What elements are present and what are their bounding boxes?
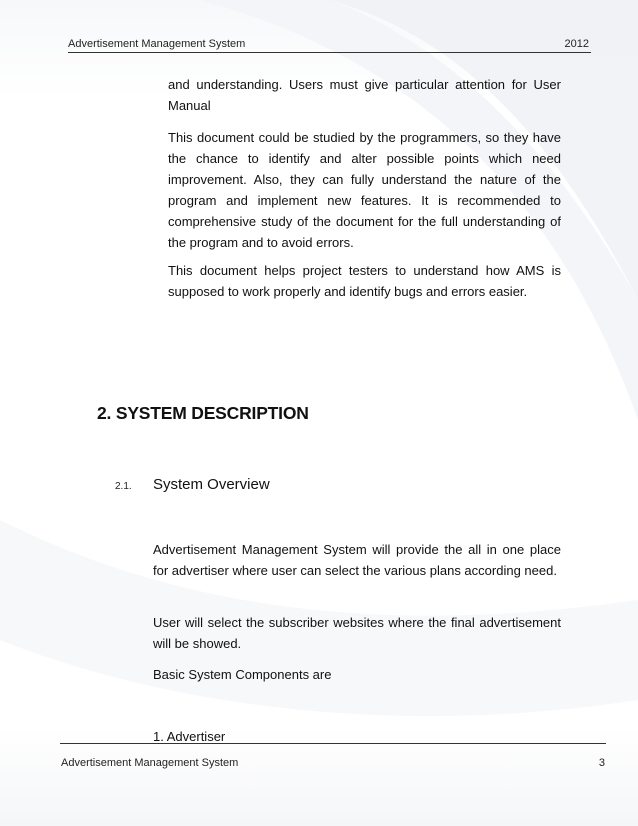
intro-paragraph: This document could be studied by the programmers, so they have the chance to identify and alter possible points which need improvement. Also, they can fully understand the nature of the program and implement new features. It is recommended to comprehensive study of the document for the full understanding of the program and to avoid errors.	[168, 130, 561, 250]
body-paragraph: Advertisement Management System will provide the all in one place for advertiser where user can select the various plans according need.	[153, 542, 561, 578]
intro-paragraph: and understanding. Users must give particular attention for User Manual	[168, 77, 561, 113]
header-title: Advertisement Management System	[68, 38, 246, 50]
intro-paragraph: This document helps project testers to understand how AMS is supposed to work properly and identify bugs and errors easier.	[168, 263, 561, 299]
section-heading: 2. SYSTEM DESCRIPTION	[97, 403, 309, 423]
body-paragraph: User will select the subscriber websites where the final advertisement will be showed.	[153, 615, 561, 651]
list-item: 1. Advertiser	[153, 729, 226, 744]
page-header	[68, 36, 591, 53]
header-year: 2012	[564, 38, 589, 50]
page-number: 3	[598, 757, 605, 769]
body-paragraph: Basic System Components are	[153, 667, 332, 682]
subsection-title: System Overview	[153, 476, 270, 493]
subsection-number: 2.1.	[115, 481, 132, 492]
page-footer	[60, 743, 606, 772]
footer-title: Advertisement Management System	[61, 757, 239, 769]
